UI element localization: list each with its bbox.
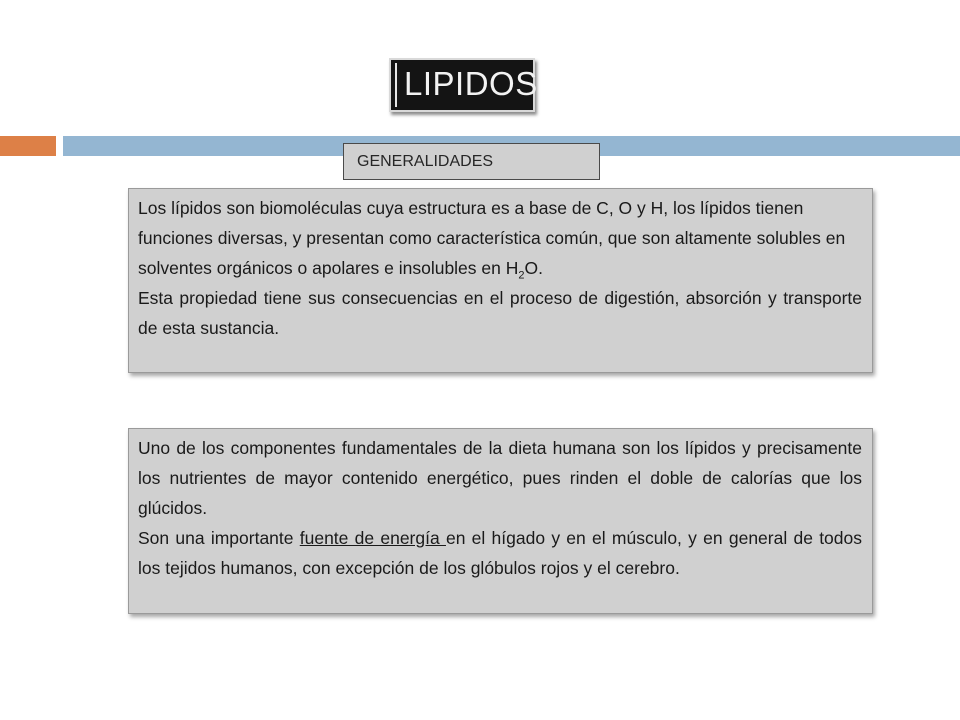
energy-paragraph [138,523,862,583]
energy-text-lead: Son una importante [138,528,300,548]
energy-text-tail: en el hígado y en el músculo, y en general de todos los tejidos humanos, con excepción de los glóbulos rojos y el cerebro. [138,528,862,578]
text-box-definition [128,188,873,373]
property-paragraph: Esta propiedad tiene sus consecuencias en el proceso de digestión, absorción y transporte de esta sustancia. [138,288,862,338]
definition-text: Los lípidos son biomoléculas cuya estructura es a base de C, O y H, los lípidos tienen funciones diversas, y presentan como característica común, que son altamente solubles en solventes orgánicos o apolares e insolubles en H [138,198,846,278]
energy-source-underlined: fuente de energía [299,528,446,548]
definition-text-end: O. [524,258,543,278]
definition-paragraph [138,193,862,283]
section-tab [343,143,600,180]
accent-bar-orange [0,136,56,156]
diet-paragraph: Uno de los componentes fundamentales de la dieta humana son los lípidos y precisamente los nutrientes de mayor contenido energético, pues rinden el doble de calorías que los glúcidos. [138,438,862,518]
title-box [389,58,538,112]
slide-title: LIPIDOS [404,65,538,102]
subscript-2: 2 [518,269,525,282]
text-box-diet [128,428,873,614]
section-label: GENERALIDADES [357,153,494,170]
